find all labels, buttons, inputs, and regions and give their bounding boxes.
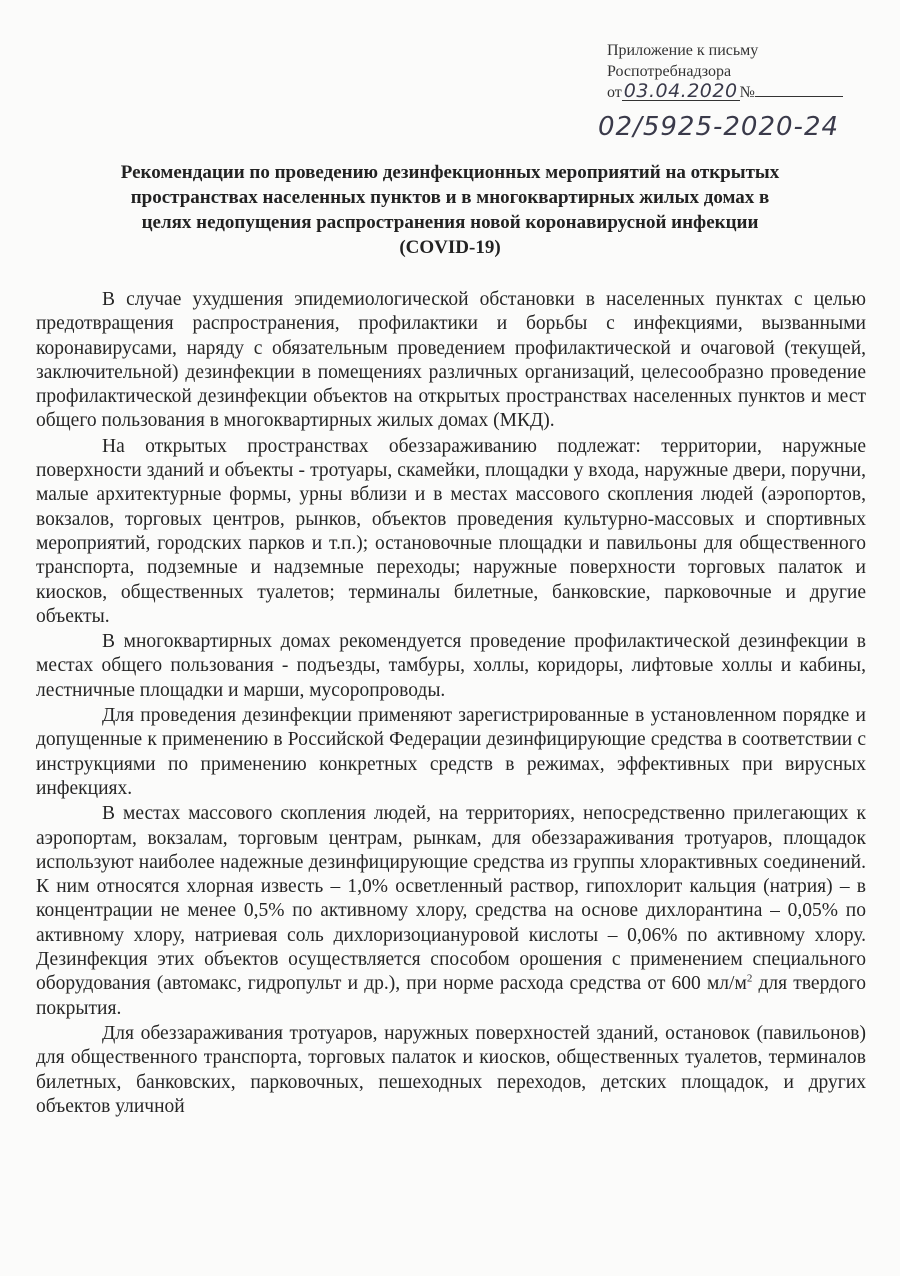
paragraph-tail: для твердого покрытия. bbox=[36, 973, 866, 1019]
date-prefix: от bbox=[607, 84, 622, 101]
paragraph: Для проведения дезинфекции применяют зарегистрированные в установленном порядке и допущенные к применению в Российской Федерации дезинфицирующие средства в соответствии с инструкциями по применению конкретных средств в режимах, эффективных при вирусных инфекциях. bbox=[36, 705, 866, 799]
header-date-line bbox=[607, 82, 867, 103]
header-line-1: Приложение к письму bbox=[607, 42, 759, 59]
superscript-2: 2 bbox=[746, 972, 753, 985]
document-body bbox=[36, 288, 866, 1119]
header-line-2: Роспотребнадзора bbox=[607, 63, 732, 80]
paragraph: На открытых пространствах обеззараживанию подлежат: территории, наружные поверхности зданий и объекты - тротуары, скамейки, площадки у входа, наружные двери, поручни, малые архитектурные формы, урны вблизи и в местах массового скопления людей (аэропортов, вокзалов, торговых центров, рынков, объектов проведения культурно-массовых и спортивных мероприятий, городских парков и т.п.); остановочные площадки и павильоны для общественного транспорта, подземные и надземные переходы; наружные поверхности торговых палаток и киосков, общественных туалетов; терминалы билетные, банковские, парковочные и другие объекты. bbox=[36, 435, 866, 627]
handwritten-date: 03.04.2020 bbox=[623, 80, 738, 102]
title-line-4: (COVID-19) bbox=[399, 237, 501, 258]
title-line-2: пространствах населенных пунктов и в многоквартирных жилых домах в bbox=[130, 187, 770, 208]
paragraph: В многоквартирных домах рекомендуется проведение профилактической дезинфекции в местах общего пользования - подъезды, тамбуры, холлы, коридоры, лифтовые холлы и кабины, лестничные площадки и марши, мусоропроводы. bbox=[36, 631, 866, 701]
document-title bbox=[40, 160, 860, 260]
paragraph bbox=[36, 802, 866, 1021]
number-blank-line bbox=[755, 82, 843, 97]
paragraph: В случае ухудшения эпидемиологической обстановки в населенных пунктах с целью предотвращения распространения, профилактики и борьбы с инфекциями, вызванными коронавирусами, наряду с обязательным проведением профилактической и очаговой (текущей, заключительной) дезинфекции в помещениях различных организаций, целесообразно проведение профилактической дезинфекции объектов на открытых пространствах населенных пунктов и мест общего пользования в многоквартирных жилых домах (МКД). bbox=[36, 289, 866, 432]
title-line-3: целях недопущения распространения новой коронавирусной инфекции bbox=[141, 212, 759, 233]
handwritten-registration-number: 02/5925-2020-24 bbox=[598, 112, 840, 142]
paragraph-text: В местах массового скопления людей, на территориях, непосредственно прилегающих к аэропортам, вокзалам, торговым центрам, рынкам, для обеззараживания тротуаров, площадок используют наиболее надежные дезинфицирующие средства из группы хлорактивных соединений. К ним относятся хлорная известь – 1,0% осветленный раствор, гипохлорит кальция (натрия) – в концентрации не менее 0,5% по активному хлору, средства на основе дихлорантина – 0,05% по активному хлору, натриевая соль дихлоризоциануровой кислоты – 0,06% по активному хлору. Дезинфекция этих объектов осуществляется способом орошения с применением специального оборудования (автомакс, гидропульт и др.), при норме расхода средства от 600 мл/м bbox=[36, 803, 866, 995]
title-line-1: Рекомендации по проведению дезинфекционных мероприятий на открытых bbox=[120, 162, 780, 183]
number-label: № bbox=[739, 84, 755, 101]
paragraph: Для обеззараживания тротуаров, наружных поверхностей зданий, остановок (павильонов) для общественного транспорта, торговых палаток и киосков, общественных туалетов, терминалов билетных, банковских, парковочных, пешеходных переходов, детских площадок, и других объектов уличной bbox=[36, 1022, 866, 1117]
attachment-header bbox=[607, 40, 867, 103]
